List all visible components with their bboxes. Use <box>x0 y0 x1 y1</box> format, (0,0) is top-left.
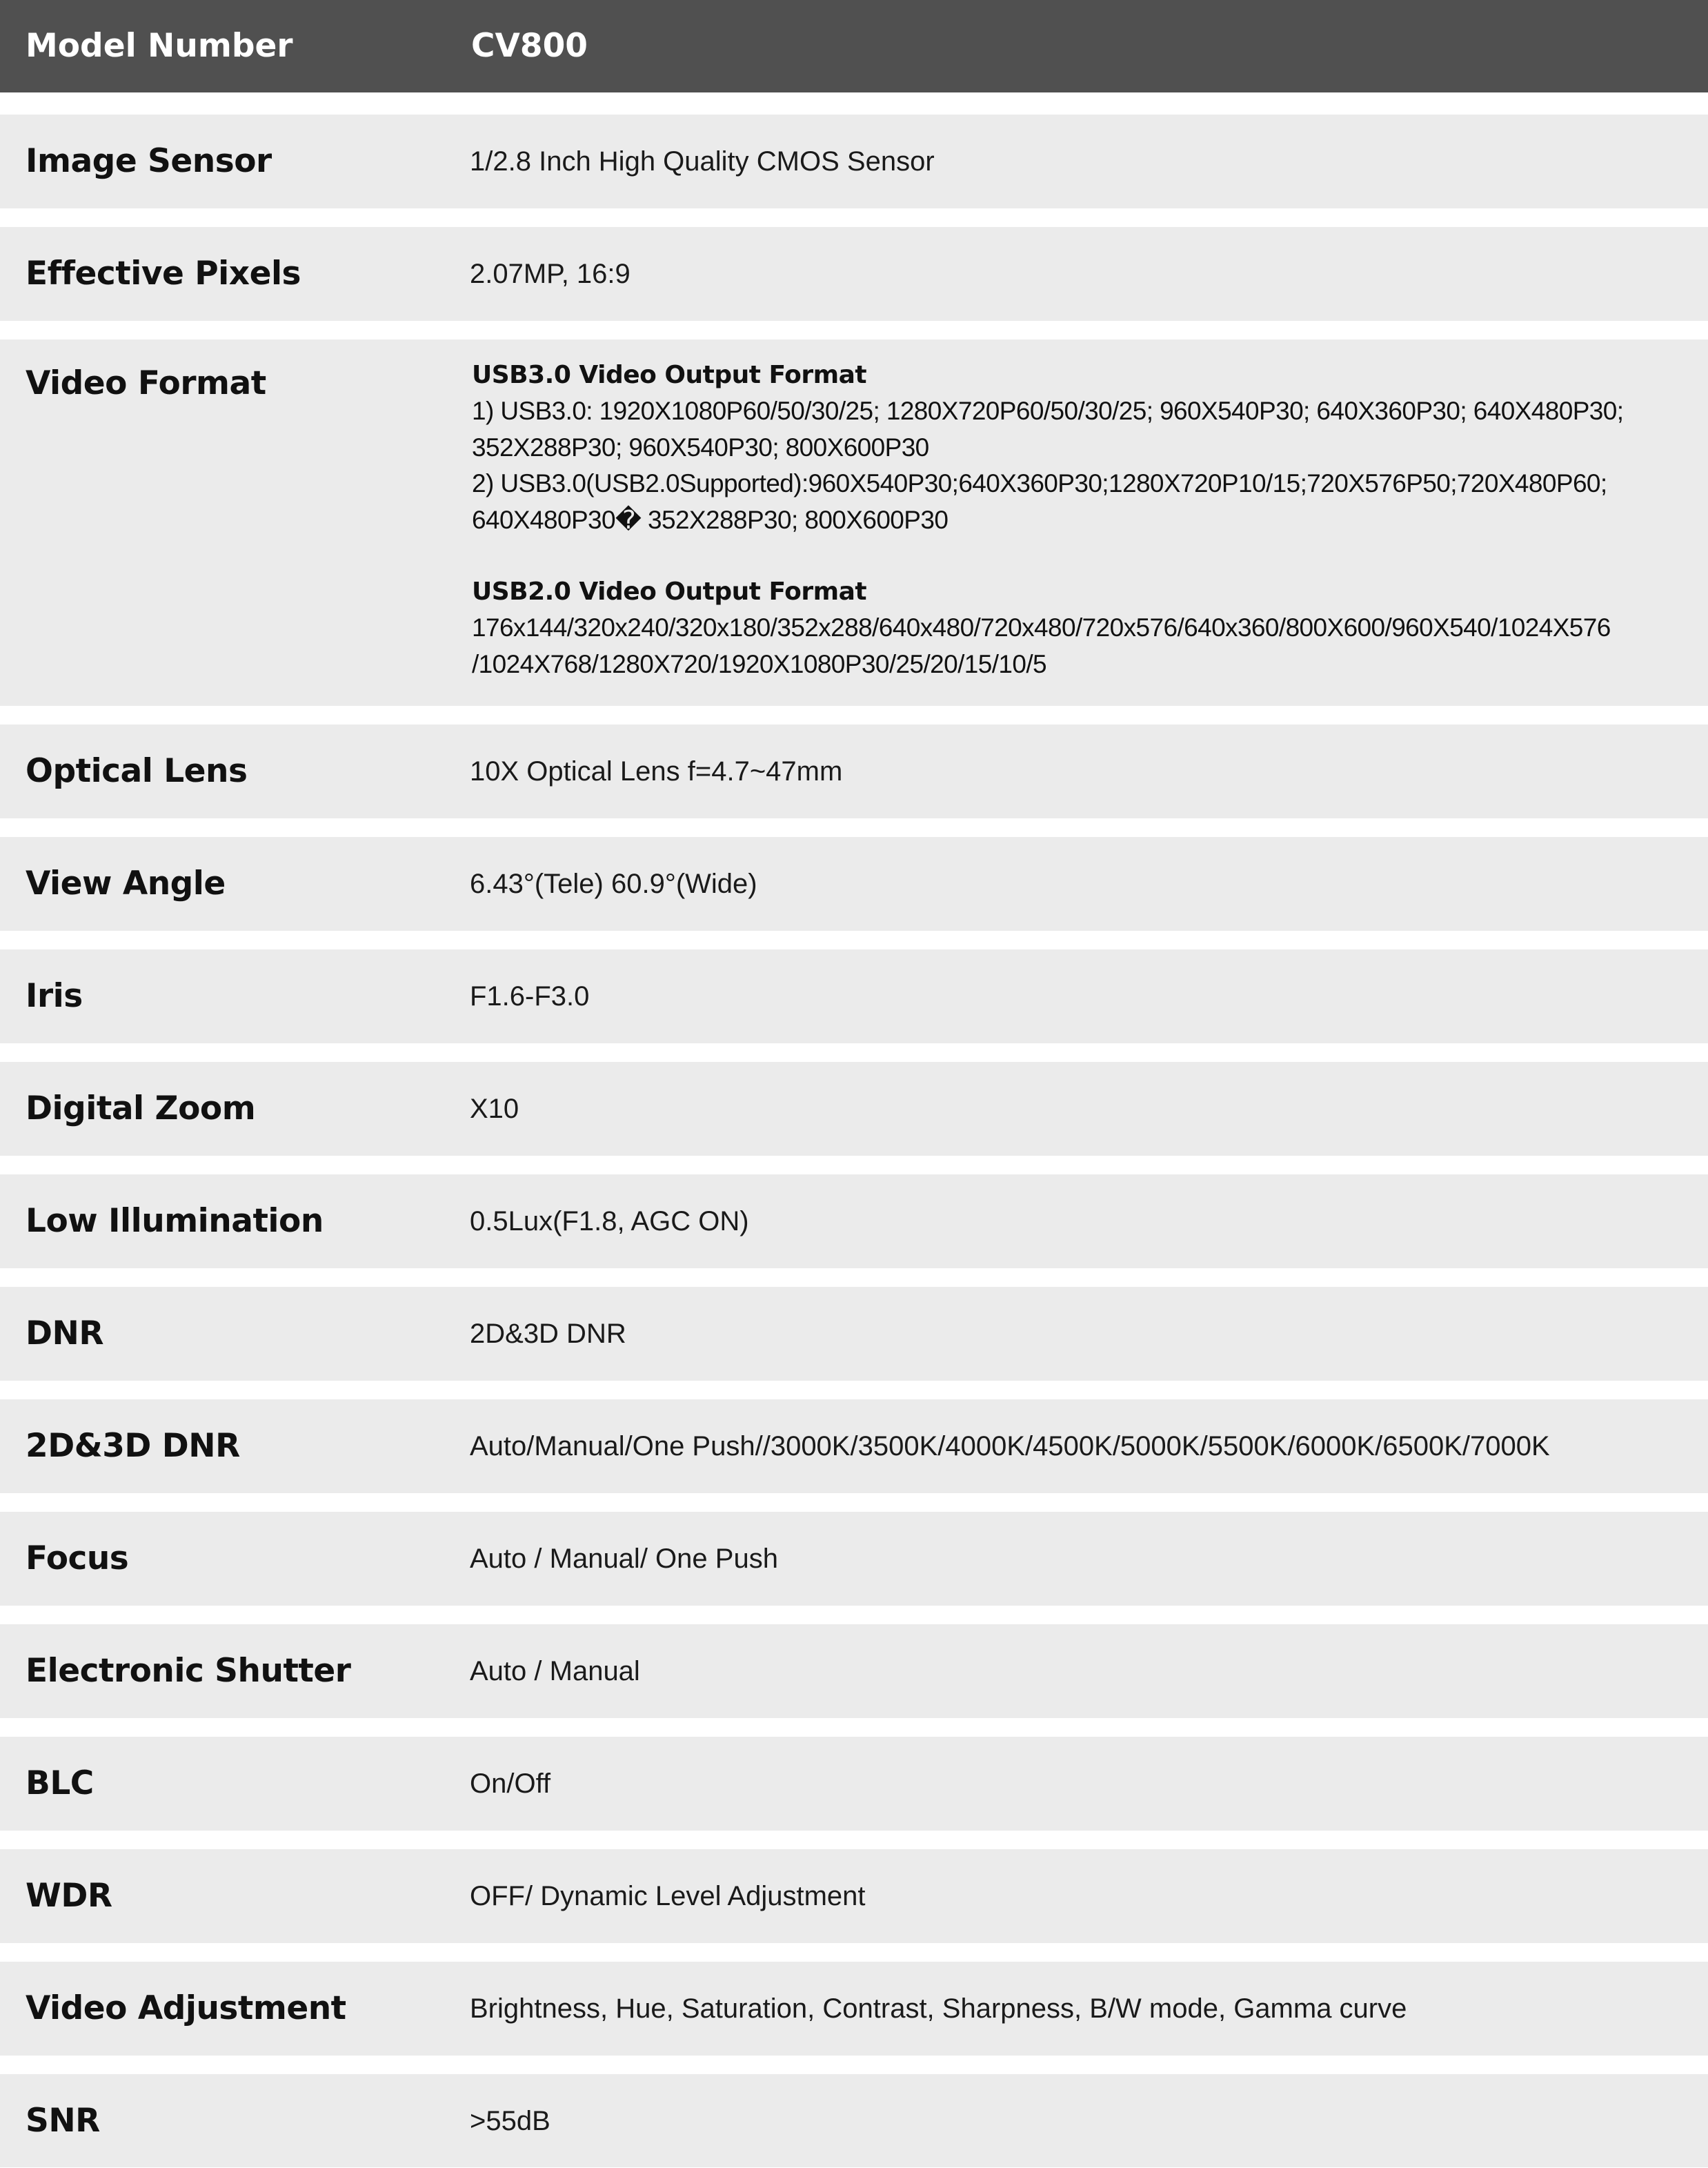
spec-row-video-format <box>0 339 1708 706</box>
spec-label: Optical Lens <box>26 752 248 790</box>
spec-label: Effective Pixels <box>26 255 301 293</box>
spec-row-low-illumination <box>0 1174 1708 1268</box>
spec-value: Auto / Manual/ One Push <box>470 1544 778 1574</box>
spec-row-digital-zoom <box>0 1062 1708 1156</box>
format-line: 352X288P30; 960X540P30; 800X600P30 <box>472 433 929 462</box>
header-row <box>0 0 1708 92</box>
spec-label: Low Illumination <box>26 1202 324 1240</box>
spec-row-focus <box>0 1512 1708 1606</box>
spec-value: OFF/ Dynamic Level Adjustment <box>470 1881 866 1911</box>
header-label: Model Number <box>26 27 293 65</box>
spec-label: Iris <box>26 977 83 1015</box>
spec-label: BLC <box>26 1764 94 1802</box>
spec-value: Brightness, Hue, Saturation, Contrast, Sharpness, B/W mode, Gamma curve <box>470 1993 1407 2024</box>
spec-value: 10X Optical Lens f=4.7~47mm <box>470 756 843 787</box>
format-line: /1024X768/1280X720/1920X1080P30/25/20/15/10/5 <box>472 649 1047 678</box>
spec-label: Focus <box>26 1539 129 1577</box>
spec-value: >55dB <box>470 2106 550 2136</box>
header-value: CV800 <box>471 27 588 65</box>
format-line: 640X480P30� 352X288P30; 800X600P30 <box>472 505 949 534</box>
spec-value: Auto/Manual/One Push//3000K/3500K/4000K/4500K/5000K/5500K/6000K/6500K/7000K <box>470 1431 1550 1461</box>
spec-value: 2D&3D DNR <box>470 1319 626 1349</box>
spec-row-dnr <box>0 1287 1708 1381</box>
spec-label: Electronic Shutter <box>26 1652 351 1690</box>
spacer <box>472 538 1686 574</box>
usb2-format-heading: USB2.0 Video Output Format <box>472 578 867 606</box>
spec-value: Auto / Manual <box>470 1656 640 1686</box>
spec-label: Video Adjustment <box>26 1989 346 2027</box>
spec-value: On/Off <box>470 1768 551 1799</box>
spec-label: WDR <box>26 1877 112 1915</box>
video-format-details <box>472 357 1686 682</box>
format-line: 2) USB3.0(USB2.0Supported):960X540P30;640X360P30;1280X720P10/15;720X576P50;720X480P60; <box>472 469 1607 497</box>
spec-label: SNR <box>26 2102 100 2140</box>
spec-label: View Angle <box>26 865 226 903</box>
spec-row-view-angle <box>0 837 1708 931</box>
spec-row-video-adjustment <box>0 1962 1708 2056</box>
spec-value: X10 <box>470 1094 519 1124</box>
spec-row-optical-lens <box>0 725 1708 818</box>
usb3-format-heading: USB3.0 Video Output Format <box>472 361 867 389</box>
spec-row-blc <box>0 1737 1708 1831</box>
spec-value: 6.43°(Tele) 60.9°(Wide) <box>470 869 757 899</box>
spec-row-image-sensor <box>0 115 1708 208</box>
spec-row-effective-pixels <box>0 227 1708 321</box>
spec-label: DNR <box>26 1314 104 1352</box>
spec-row-wdr <box>0 1849 1708 1943</box>
spec-label: Image Sensor <box>26 142 272 180</box>
spec-row-2d3d-dnr <box>0 1399 1708 1493</box>
spec-value: 2.07MP, 16:9 <box>470 259 630 289</box>
spec-value: 1/2.8 Inch High Quality CMOS Sensor <box>470 146 935 177</box>
spec-row-iris <box>0 949 1708 1043</box>
format-line: 176x144/320x240/320x180/352x288/640x480/720x480/720x576/640x360/800X600/960X540/1024X576 <box>472 613 1611 642</box>
spec-label: Video Format <box>26 364 266 402</box>
spec-label: 2D&3D DNR <box>26 1427 240 1465</box>
format-line: 1) USB3.0: 1920X1080P60/50/30/25; 1280X720P60/50/30/25; 960X540P30; 640X360P30; 640X480P30; <box>472 397 1624 425</box>
spec-row-electronic-shutter <box>0 1624 1708 1718</box>
spec-value: F1.6-F3.0 <box>470 981 590 1012</box>
spec-label: Digital Zoom <box>26 1090 256 1127</box>
spec-row-snr <box>0 2074 1708 2167</box>
spec-value: 0.5Lux(F1.8, AGC ON) <box>470 1206 749 1236</box>
